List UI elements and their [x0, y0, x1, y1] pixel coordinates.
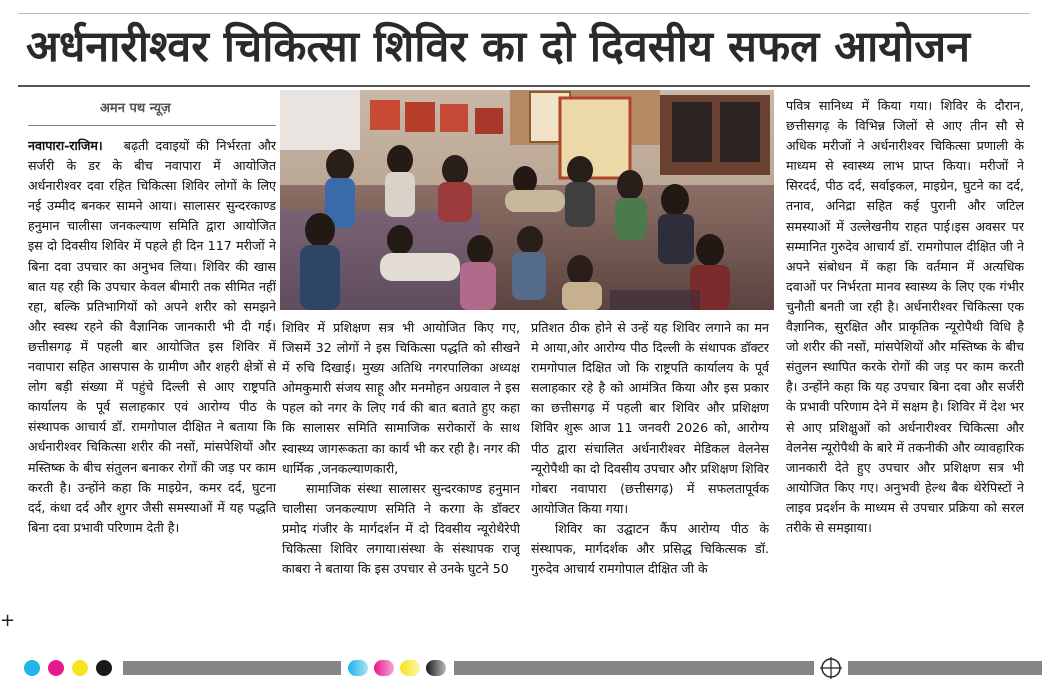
magenta-swatch: [48, 660, 64, 676]
print-color-bar: [18, 657, 1042, 679]
yellow-swatch: [72, 660, 88, 676]
byline: अमन पथ न्यूज़: [100, 101, 171, 116]
magenta-gradient-swatch: [374, 660, 394, 676]
headline: अर्धनारीश्वर चिकित्सा शिविर का दो दिवसीय सफल आयोजन: [26, 22, 971, 72]
article-column-3: [531, 318, 769, 628]
gray-bar-2: [454, 661, 814, 675]
column-2-paragraph-2: [282, 479, 520, 579]
column-3-paragraph-2: [531, 519, 769, 579]
column-4-paragraph: पवित्र सानिध्य में किया गया। शिविर के दौरान, छत्तीसगढ़ के विभिन्न जिलों से आए तीन सौ से अधिक मरीजों ने अर्धनारीश्वर चिकित्सा प्रणाली के माध्यम से स्वास्थ्य लाभ प्राप्त किया। मरीजों ने सिरदर्द, पीठ दर्द, सर्वाइकल, माइग्रेन, घुटने का दर्द, तनाव, अनिद्रा सहित कई पुरानी और जटिल समस्याओं में उल्लेखनीय राहत पाई।इस अवसर पर सम्मानित गुरुदेव आचार्य डॉ. रामगोपाल दीक्षित जी ने अपने संबोधन में कहा कि वर्तमान में अत्यधिक दवाओं पर निर्भरता मानव स्वास्थ्य के लिए एक गंभीर चुनौती बनती जा रही है। अर्धनारीश्वर चिकित्सा एक वैज्ञानिक, सुरक्षित और प्राकृतिक न्यूरोपैथी विधि है जो शरीर की नसों, मांसपेशियों और मस्तिष्क के बीच संतुलन स्थापित करके रोगों की जड़ पर काम करती है। उन्होंने कहा कि यह उपचार बिना दवा और सर्जरी के प्रभावी परिणाम देने में सक्षम है। शिविर में देश भर से आए प्रशिक्षुओं को अर्धनारीश्वर चिकित्सा और वेलनेस न्यूरोपैथी के बारे में तकनीकी और व्यावहारिक जानकारी देते हुए उपचार और प्रशिक्षण सत्र भी आयोजित किए गए। अनुभवी हेल्थ बैक थेरेपिस्टों ने लाइव प्रदर्शन के माध्यम से उपचार प्रक्रिया को सरल तरीके से समझाया।: [786, 98, 1024, 535]
dateline: नवापारा-राजिम।: [28, 138, 103, 153]
article-column-4: [786, 96, 1024, 628]
headline-rule: [18, 85, 1030, 87]
column-1-text: बढ़ती दवाइयों की निर्भरता और सर्जरी के डर के बीच नवापारा में आयोजित अर्धनारीश्वर दवा रहित चिकित्सा शिविर लोगों के लिए नई उम्मीद बनकर सामने आया। सालासर सुन्दरकाण्ड हनुमान चालीसा जनकल्याण समिति द्वारा आयोजित इस दो दिवसीय शिविर में पहले ही दिन 117 मरीजों ने बिना दवा उपचार का अनुभव लिया। शिविर की खास बात यह रही कि उपचार केवल बीमारी तक सीमित नहीं रहा, बल्कि प्रतिभागियों को अपने शरीर को समझने और स्वस्थ रहने की वैज्ञानिक जानकारी भी दी गई। छत्तीसगढ़ में पहली बार आयोजित इस शिविर में नवापारा सहित आसपास के ग्रामीण और शहरी क्षेत्रों से लोग बड़ी संख्या में पहुंचे दिल्ली से आए राष्ट्रपति कार्यालय के पूर्व सलाहकार एवं आरोग्य पीठ के संस्थापक आचार्य डॉ. रामगोपाल दीक्षित ने बताया कि अर्धनारीश्वर चिकित्सा शरीर की नसों, मांसपेशियों और मस्तिष्क के बीच संतुलन बनाकर रोगों की जड़ पर काम करती है। उन्होंने कहा कि माइग्रेन, कमर दर्द, घुटना दर्द, कंधा दर्द और शुगर जैसी समस्याओं में यह पद्धति बिना दवा प्रभावी परिणाम देती है।: [28, 138, 276, 535]
black-gradient-swatch: [426, 660, 446, 676]
article-paragraph: [28, 136, 276, 538]
cyan-swatch: [24, 660, 40, 676]
gray-bar-1: [123, 661, 341, 675]
column-2-paragraph-1: शिविर में प्रशिक्षण सत्र भी आयोजित किए गए, जिसमें 32 लोगों ने इस चिकित्सा पद्धति को सीखने में रुचि दिखाई। मुख्य अतिथि नगरपालिका अध्यक्ष ओमकुमारी संजय साहू और मनमोहन अग्रवाल ने इस पहल को नगर के लिए गर्व की बात बताते हुए कहा कि सालासर समिति सामाजिक सरोकारों के साथ स्वास्थ्य जागरूकता का कार्य भी कर रही है। नगर की धार्मिक ,जनकल्याणकारी,: [282, 320, 520, 476]
column-3-paragraph-1: प्रतिशत ठीक होने से उन्हें यह शिविर लगाने का मन मे आया,ओर आरोग्य पीठ दिल्ली के संथापक डॉक्टर रामगोपाल दिक्षित जो कि राष्ट्रपति कार्यालय के पूर्व सलाहकार रहे है को आमंत्रित किया और इस प्रकार का छत्तीसगढ़ में पहली बार शिविर और प्रशिक्षण शिविर शुरू आज 11 जनवरी 2026 को, आरोग्य पीठ द्वारा संचालित अर्धनारीश्वर मेडिकल वेलनेस न्यूरोपैथी का दो दिवसीय उपचार और प्रशिक्षण शिविर गोबरा नवापारा (छत्तीसगढ़) में सफलतापूर्वक आयोजित किया गया।: [531, 320, 769, 516]
black-swatch: [96, 660, 112, 676]
camp-photo-illustration: [280, 90, 774, 310]
crosshair-target-icon: [820, 657, 842, 679]
byline-rule: [28, 125, 276, 126]
article-column-1: [28, 136, 276, 628]
cyan-gradient-swatch: [348, 660, 368, 676]
registration-mark-icon: +: [0, 610, 16, 631]
yellow-gradient-swatch: [400, 660, 420, 676]
news-photo: [280, 90, 774, 310]
gray-bar-3: [848, 661, 1042, 675]
article-column-2: [282, 318, 520, 628]
column-3-paragraph-2-text: शिविर का उद्घाटन कैंप आरोग्य पीठ के संस्थापक, मार्गदर्शक और प्रसिद्ध चिकित्सक डॉ. गुरुदेव आचार्य रामगोपाल दीक्षित जी के: [531, 520, 769, 577]
column-2-paragraph-2-text: सामाजिक संस्था सालासर सुन्दरकाण्ड हनुमान चालीसा जनकल्याण समिति ने करगा के डॉक्टर प्रमोद गंजीर के मार्गदर्शन में दो दिवसीय न्यूरोथैरेपी चिकित्सा शिविर लगाया।संस्था के संस्थापक राजू काबरा ने बताया कि इस उपचार से उनके घुटने 50: [282, 480, 520, 577]
